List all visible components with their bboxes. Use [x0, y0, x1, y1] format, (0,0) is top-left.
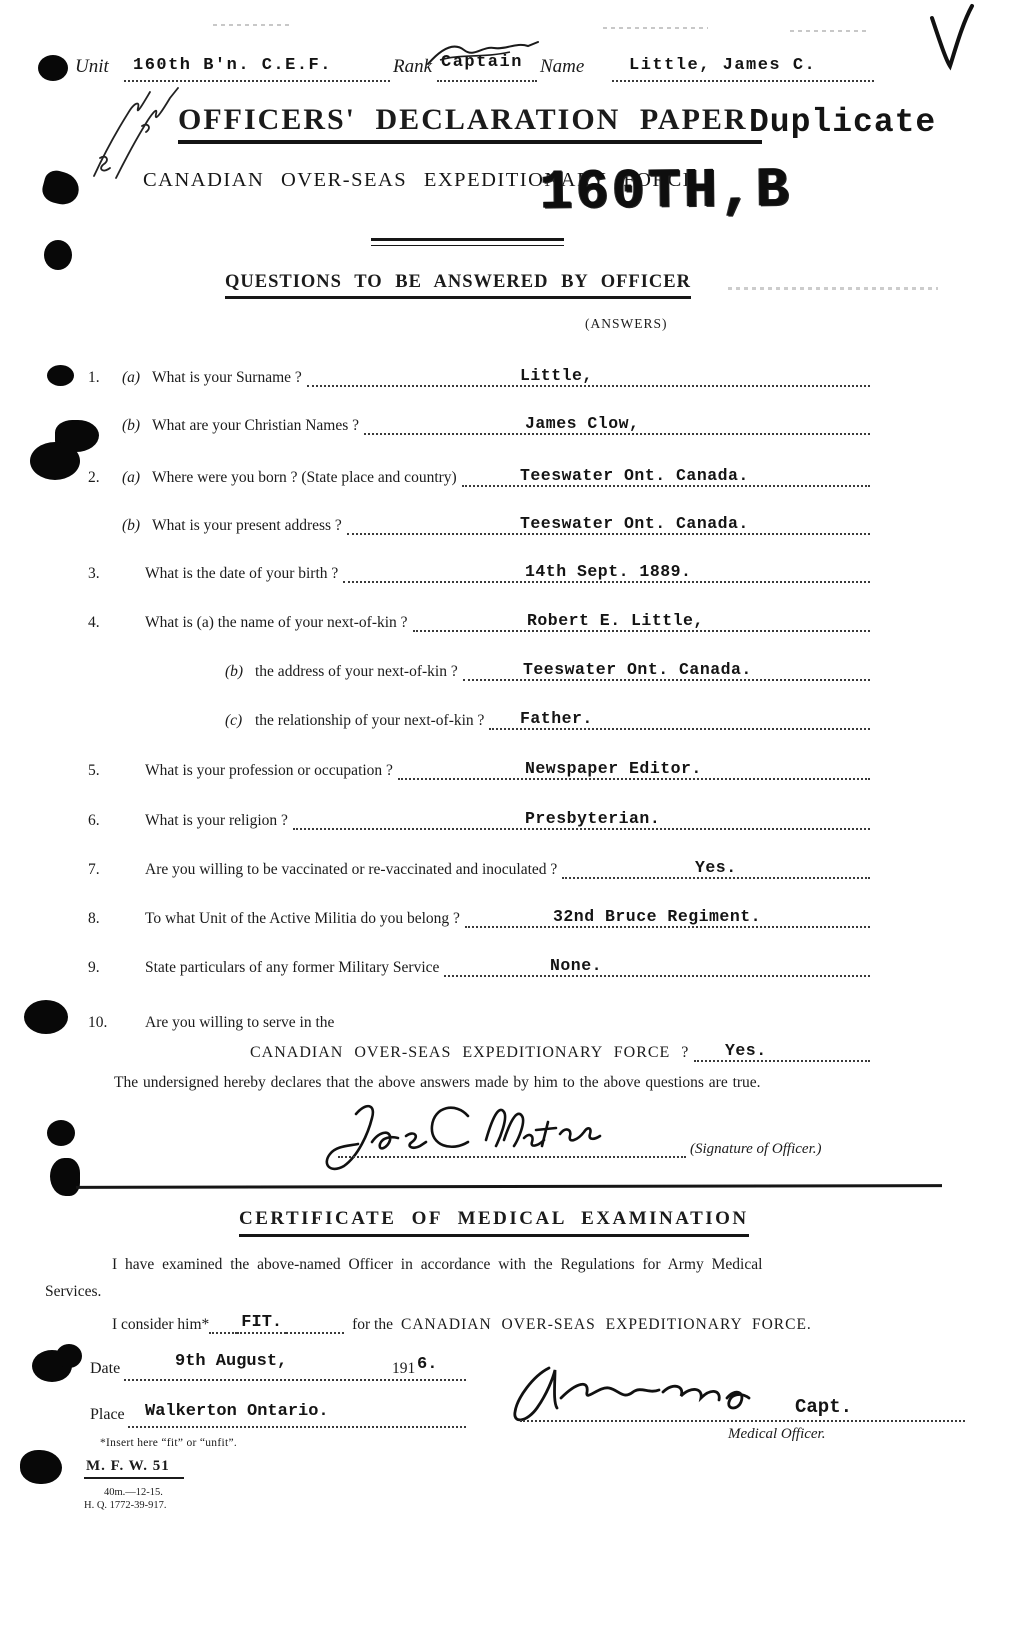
- consider-suffix-caps: CANADIAN OVER-SEAS EXPEDITIONARY FORCE.: [401, 1316, 812, 1333]
- certificate-body-line2: Services.: [45, 1283, 102, 1300]
- year-typed: 6.: [417, 1355, 438, 1374]
- ink-blob: [47, 1120, 75, 1146]
- form-number: M. F. W. 51: [84, 1458, 184, 1479]
- section-divider: [76, 1184, 942, 1189]
- question-sub: (b): [225, 663, 244, 680]
- answer-value: Father.: [520, 709, 593, 728]
- question-text: State particulars of any former Military Service: [145, 959, 440, 976]
- unit-stamp: 160TH,B: [539, 158, 793, 225]
- question-row: [88, 461, 870, 487]
- date-line: [124, 1379, 466, 1381]
- question-number: 3.: [88, 565, 100, 582]
- dotted-leader: [339, 1006, 870, 1032]
- consider-suffix: for the: [352, 1316, 393, 1333]
- name-line: [612, 80, 874, 82]
- print-run: 40m.—12-15.: [104, 1487, 163, 1498]
- answer-value: 32nd Bruce Regiment.: [553, 907, 762, 926]
- question-number: 2.: [88, 469, 100, 486]
- question-number: 4.: [88, 614, 100, 631]
- question-text: What are your Christian Names ?: [152, 417, 360, 434]
- question-text: CANADIAN OVER-SEAS EXPEDITIONARY FORCE ?: [250, 1044, 690, 1061]
- duplicate-stamp: Duplicate: [749, 104, 937, 141]
- medical-officer-caption: Medical Officer.: [728, 1426, 826, 1442]
- answer-value: Teeswater Ont. Canada.: [523, 660, 752, 679]
- ink-blob: [50, 1158, 80, 1196]
- question-number: 8.: [88, 910, 100, 927]
- ink-blob: [39, 168, 82, 208]
- ink-blob: [44, 240, 72, 270]
- question-sub: (b): [122, 517, 141, 534]
- smudge-mark: [728, 287, 938, 290]
- answer-value: Yes.: [725, 1041, 767, 1060]
- question-sub: (b): [122, 417, 141, 434]
- fit-footnote: *Insert here “fit” or “unfit”.: [100, 1437, 238, 1449]
- ink-blob: [20, 1450, 62, 1484]
- consider-prefix: I consider him*: [112, 1316, 210, 1333]
- hq-number: H. Q. 1772-39-917.: [84, 1500, 167, 1511]
- signature-line: [338, 1156, 686, 1158]
- name-label: Name: [540, 56, 585, 77]
- question-text: Are you willing to serve in the: [145, 1014, 335, 1031]
- rank-line: [437, 80, 537, 82]
- answer-value: James Clow,: [525, 414, 640, 433]
- question-row: [88, 951, 870, 977]
- ink-blob: [30, 442, 80, 480]
- question-row: [250, 1036, 870, 1062]
- medical-signature-line: [520, 1420, 965, 1422]
- place-value: Walkerton Ontario.: [145, 1402, 329, 1421]
- question-sub: (a): [122, 469, 141, 486]
- question-text: Are you willing to be vaccinated or re-vaccinated and inoculated ?: [145, 861, 558, 878]
- question-row: [88, 409, 870, 435]
- question-row: [88, 509, 870, 535]
- year-printed: 191: [392, 1360, 416, 1377]
- question-text: Where were you born ? (State place and country): [152, 469, 457, 486]
- answer-value: Little,: [520, 366, 593, 385]
- question-text: the relationship of your next-of-kin ?: [255, 712, 485, 729]
- dotted-leader: [209, 1306, 237, 1334]
- ink-blob: [47, 365, 74, 386]
- officer-signature: [318, 1094, 658, 1174]
- questions-heading: QUESTIONS TO BE ANSWERED BY OFFICER: [225, 272, 691, 299]
- question-number: 10.: [88, 1014, 108, 1031]
- question-text: the address of your next-of-kin ?: [255, 663, 458, 680]
- fit-value: FIT.: [237, 1313, 286, 1334]
- capt-label: Capt.: [795, 1396, 853, 1418]
- unit-value: 160th B'n. C.E.F.: [133, 56, 332, 75]
- rank-label: Rank: [393, 56, 433, 77]
- section-rule: [371, 238, 564, 246]
- question-text: What is your present address ?: [152, 517, 342, 534]
- form-subtitle: CANADIAN OVER-SEAS EXPEDITIONARY FORCE: [143, 169, 697, 191]
- handwriting-over-rank: [424, 38, 542, 72]
- date-value: 9th August,: [175, 1352, 288, 1371]
- question-text: What is the date of your birth ?: [145, 565, 339, 582]
- dotted-leader: [444, 949, 870, 977]
- smudge-mark: [603, 27, 708, 29]
- question-row: [88, 902, 870, 928]
- question-row: [88, 804, 870, 830]
- question-text: What is (a) the name of your next-of-kin ?: [145, 614, 408, 631]
- fitness-row: [112, 1308, 892, 1334]
- question-text: To what Unit of the Active Militia do you belong ?: [145, 910, 460, 927]
- rank-value: Captain: [441, 53, 523, 72]
- certificate-heading: CERTIFICATE OF MEDICAL EXAMINATION: [239, 1208, 749, 1237]
- question-text: What is your profession or occupation ?: [145, 762, 393, 779]
- dotted-leader: [694, 1034, 870, 1062]
- answer-value: Newspaper Editor.: [525, 759, 702, 778]
- answer-value: 14th Sept. 1889.: [525, 562, 692, 581]
- place-label: Place: [90, 1406, 125, 1423]
- question-text: What is your religion ?: [145, 812, 288, 829]
- answer-value: Yes.: [695, 858, 737, 877]
- form-title: OFFICERS' DECLARATION PAPER: [178, 103, 762, 144]
- question-row: [88, 557, 870, 583]
- answer-value: Teeswater Ont. Canada.: [520, 514, 749, 533]
- question-row: [88, 704, 870, 730]
- question-row: [88, 655, 870, 681]
- ink-blob: [38, 55, 68, 81]
- question-row: [88, 361, 870, 387]
- question-row: [88, 606, 870, 632]
- answers-label: (ANSWERS): [585, 316, 668, 331]
- unit-label: Unit: [75, 56, 109, 77]
- smudge-mark: [213, 24, 291, 26]
- certificate-body-line1: I have examined the above-named Officer in accordance with the Regulations for Army Medical: [112, 1256, 763, 1273]
- place-line: [128, 1426, 466, 1428]
- question-row: [88, 1006, 870, 1032]
- declaration-text: The undersigned hereby declares that the above answers made by him to the above questions are true.: [114, 1074, 761, 1091]
- question-number: 6.: [88, 812, 100, 829]
- question-number: 7.: [88, 861, 100, 878]
- answer-value: Robert E. Little,: [527, 611, 704, 630]
- question-sub: (c): [225, 712, 243, 729]
- question-number: 5.: [88, 762, 100, 779]
- answer-value: Teeswater Ont. Canada.: [520, 466, 749, 485]
- question-number: 1.: [88, 369, 100, 386]
- dotted-leader: [286, 1306, 344, 1334]
- checkmark-annotation: [930, 4, 984, 72]
- medical-officer-signature: [505, 1358, 835, 1424]
- question-row: [88, 853, 870, 879]
- answer-value: Presbyterian.: [525, 809, 661, 828]
- signature-caption: (Signature of Officer.): [690, 1141, 822, 1157]
- date-label: Date: [90, 1360, 121, 1377]
- answer-value: None.: [550, 956, 603, 975]
- question-number: 9.: [88, 959, 100, 976]
- question-text: What is your Surname ?: [152, 369, 302, 386]
- name-value: Little, James C.: [629, 56, 817, 75]
- question-row: [88, 754, 870, 780]
- smudge-mark: [790, 30, 870, 32]
- ink-blob: [56, 1344, 82, 1368]
- ink-blob: [24, 1000, 68, 1034]
- question-sub: (a): [122, 369, 141, 386]
